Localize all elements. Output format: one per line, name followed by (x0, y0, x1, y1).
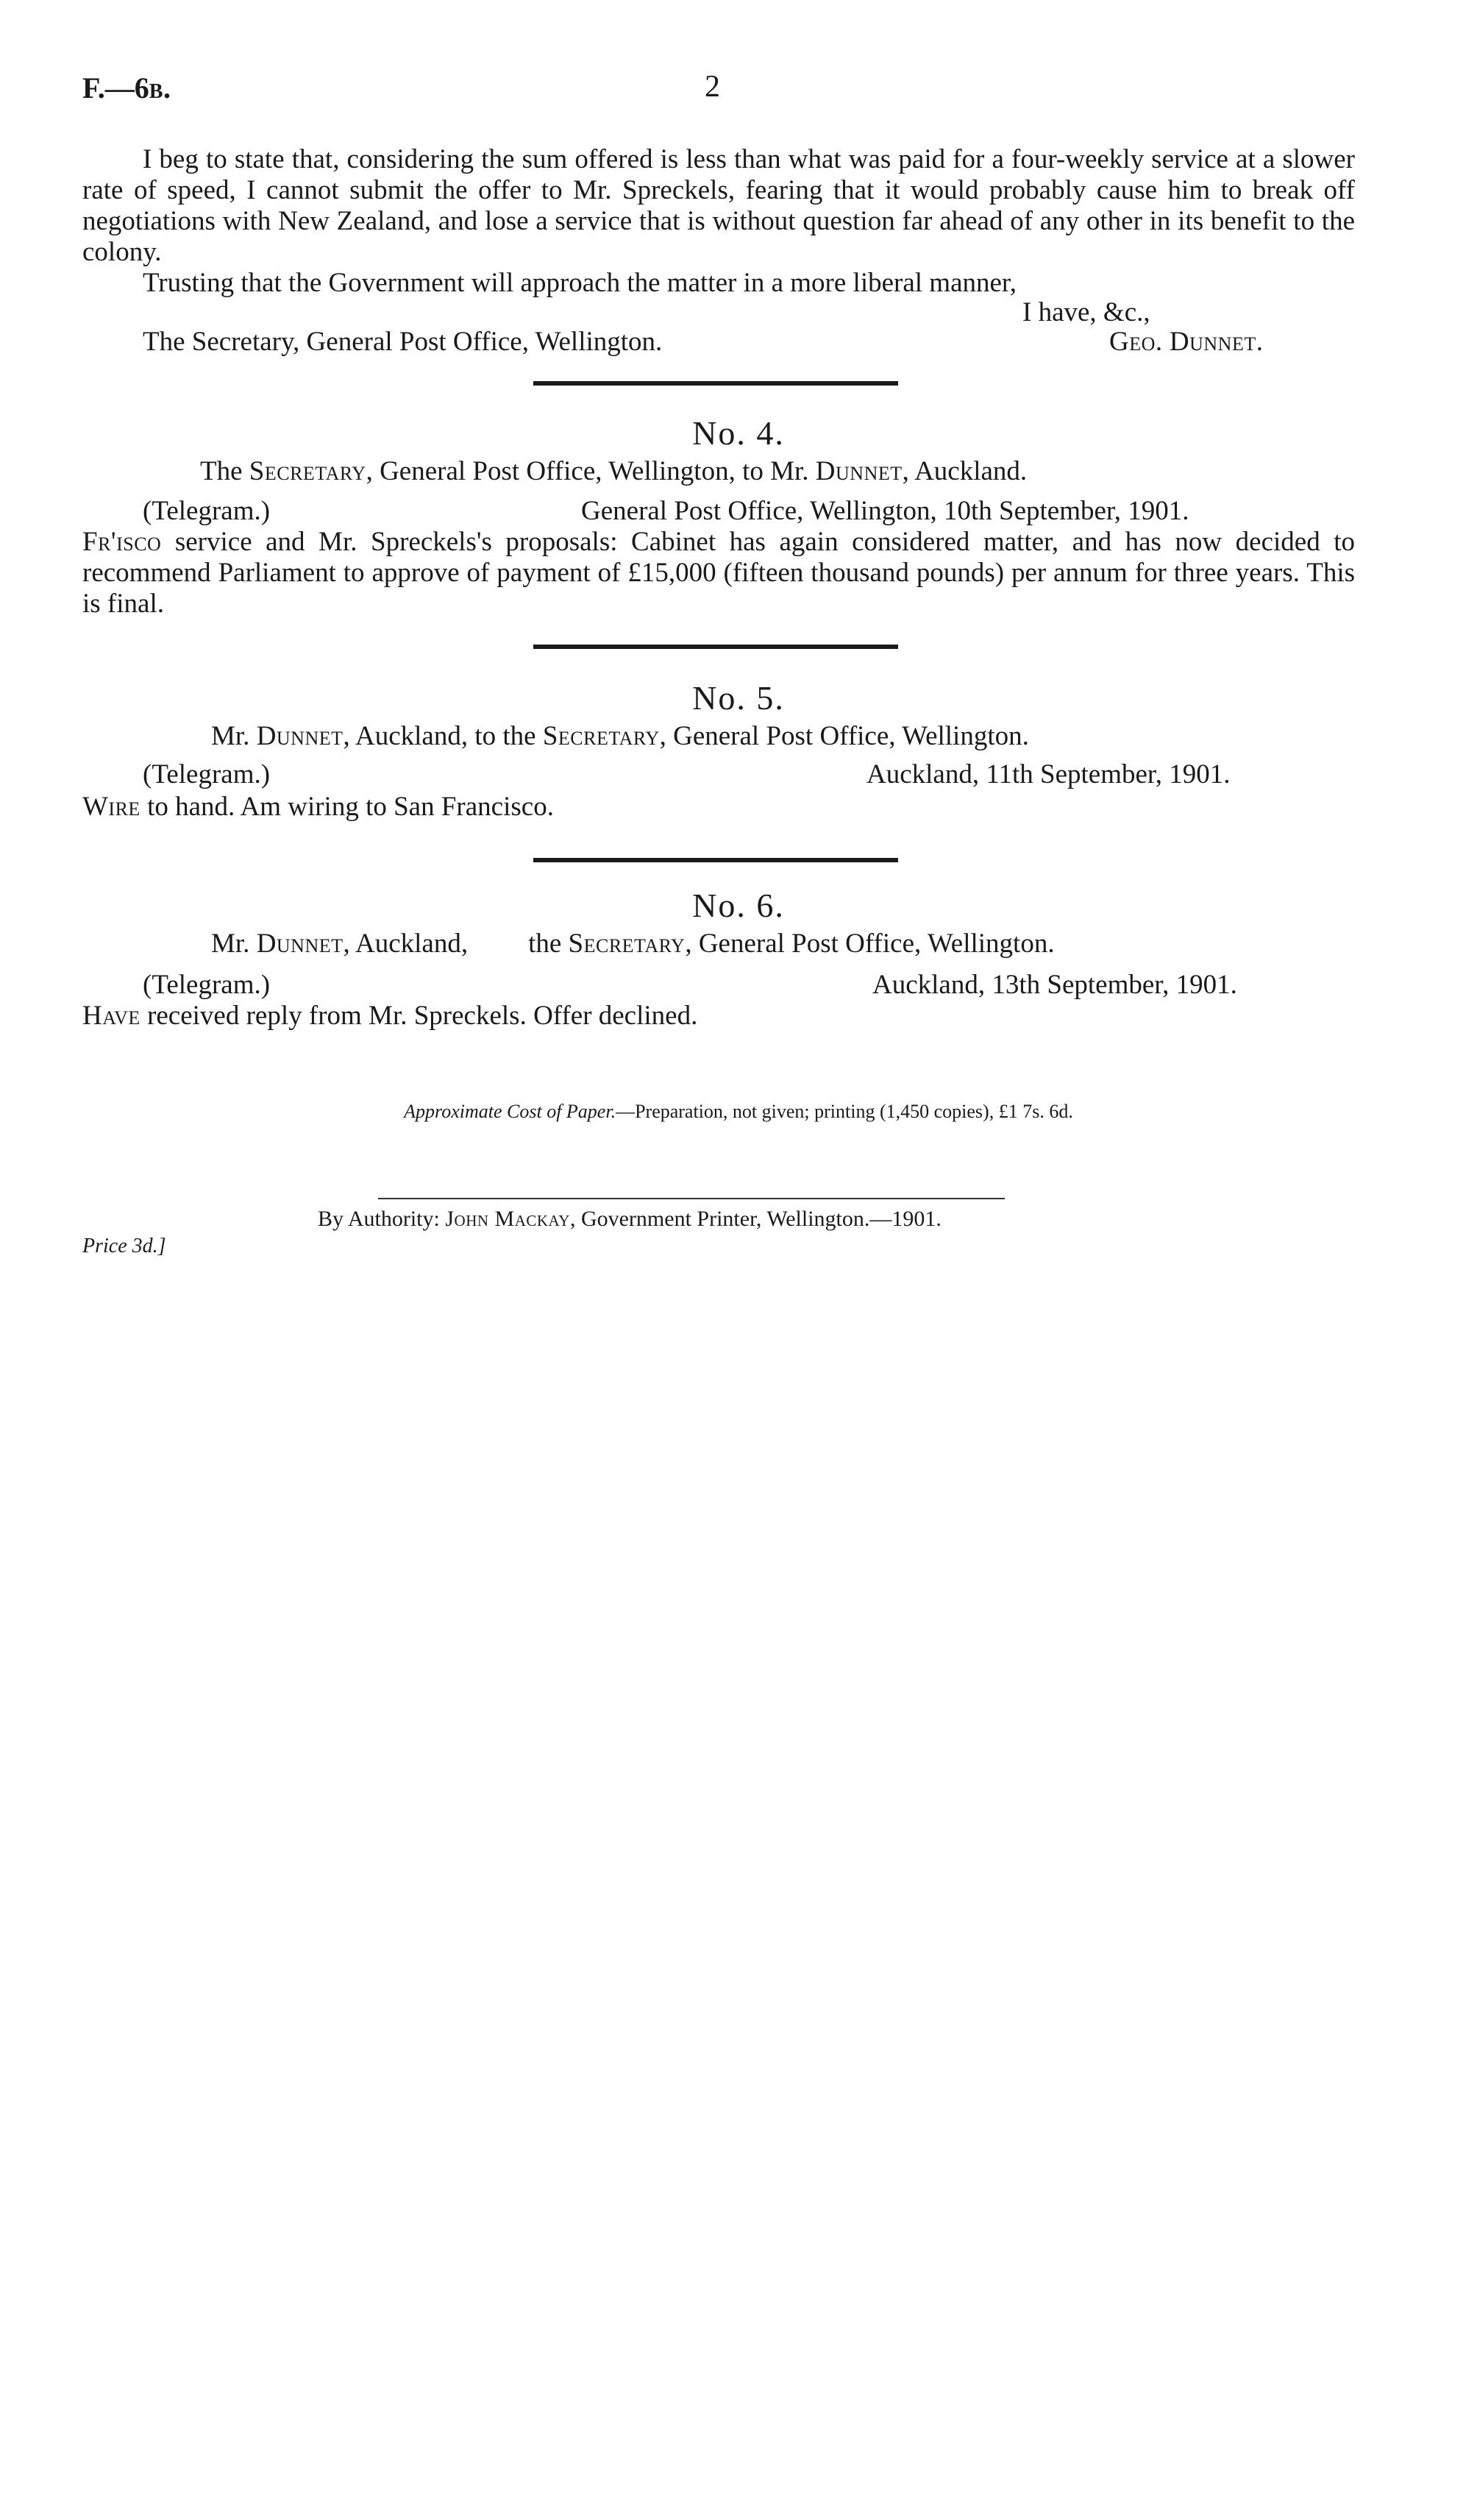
no4-lead-word: Fr'isco (82, 527, 162, 557)
cost-label: Approximate Cost of Paper. (404, 1101, 616, 1122)
no4-route-1: , General Post Office, Wellington, to Mr. (366, 456, 809, 486)
authority-suffix: , Government Printer, Wellington.—1901. (569, 1207, 942, 1231)
no6-body-text: received reply from Mr. Spreckels. Offer declined. (147, 1001, 698, 1031)
no6-type: (Telegram.) (143, 970, 271, 1000)
no4-from-name: Secretary (249, 456, 366, 486)
letter-addressee: The Secretary, General Post Office, Wellington. (143, 327, 663, 357)
letter-paragraph-1: I beg to state that, considering the sum offered is less than what was paid for a four-weekly service at a slower rate of speed, I cannot submit the offer to Mr. Spreckels, fearing that it would probably cause him to break off negotiations with New Zealand, and lose a service that is without question far ahead of any other in its benefit to the colony. (82, 144, 1355, 267)
no4-route (200, 456, 1027, 487)
no5-body (82, 792, 554, 823)
no6-route-2: , General Post Office, Wellington. (685, 929, 1055, 959)
authority-prefix: By Authority: (318, 1207, 440, 1231)
authority-line (318, 1207, 942, 1232)
no6-heading: No. 6. (692, 887, 785, 924)
section-divider-1 (533, 381, 898, 386)
no4-from-title: The (200, 456, 243, 486)
no6-from-prefix: Mr. (211, 929, 250, 959)
price: Price 3d.] (82, 1235, 166, 1257)
no5-route (211, 721, 1029, 752)
no6-lead-word: Have (82, 1001, 140, 1031)
section-divider-2 (533, 645, 898, 649)
no5-from-prefix: Mr. (211, 721, 250, 751)
signature-first: Geo. (1109, 327, 1163, 357)
no4-route-2: , Auckland. (902, 456, 1028, 486)
no6-dateline: Auckland, 13th September, 1901. (872, 970, 1237, 1000)
printer-name: John Mackay (445, 1207, 570, 1231)
letter-paragraph-2: Trusting that the Government will approach the matter in a more liberal manner, (143, 268, 1017, 298)
signature-last: Dunnet. (1169, 327, 1264, 357)
page-number: 2 (705, 70, 720, 104)
no5-route-1: , Auckland, to the (343, 721, 536, 751)
no4-type: (Telegram.) (143, 496, 271, 526)
no5-type: (Telegram.) (143, 759, 271, 789)
section-divider-3 (533, 858, 898, 862)
page-reference (82, 71, 171, 105)
no4-body-text: service and Mr. Spreckels's proposals: Cabinet has again considered matter, and has now decided to recommend Parliament to approve of payment of £15,000 (fifteen thousand pounds) per annum for three years. This is final. (82, 527, 1355, 619)
letter-signature (1109, 327, 1263, 358)
no4-to-name: Dunnet (815, 456, 903, 486)
no6-route-mid: the (528, 929, 562, 959)
authority-rule (378, 1198, 1005, 1199)
reference-prefix: F.—6 (82, 71, 149, 104)
no5-body-text: to hand. Am wiring to San Francisco. (147, 792, 554, 822)
no6-route-1: , Auckland, (343, 929, 469, 959)
reference-suffix: b. (149, 71, 171, 104)
no4-heading: No. 4. (692, 414, 785, 452)
cost-of-paper (0, 1101, 1477, 1123)
no5-dateline: Auckland, 11th September, 1901. (866, 759, 1231, 789)
no6-route (211, 929, 1055, 959)
no6-from-name: Dunnet (256, 929, 344, 959)
no5-lead-word: Wire (82, 792, 140, 822)
no6-body (82, 1001, 697, 1032)
no5-heading: No. 5. (692, 679, 785, 717)
cost-text: —Preparation, not given; printing (1,450 copies), £1 7s. 6d. (616, 1101, 1073, 1122)
no5-to-name: Secretary (542, 721, 660, 751)
no6-to-name: Secretary (568, 929, 686, 959)
no5-from-name: Dunnet (256, 721, 344, 751)
letter-closing: I have, &c., (1022, 297, 1150, 327)
no4-body (82, 527, 1355, 620)
no4-dateline: General Post Office, Wellington, 10th September, 1901. (581, 496, 1189, 526)
no5-route-2: , General Post Office, Wellington. (659, 721, 1029, 751)
